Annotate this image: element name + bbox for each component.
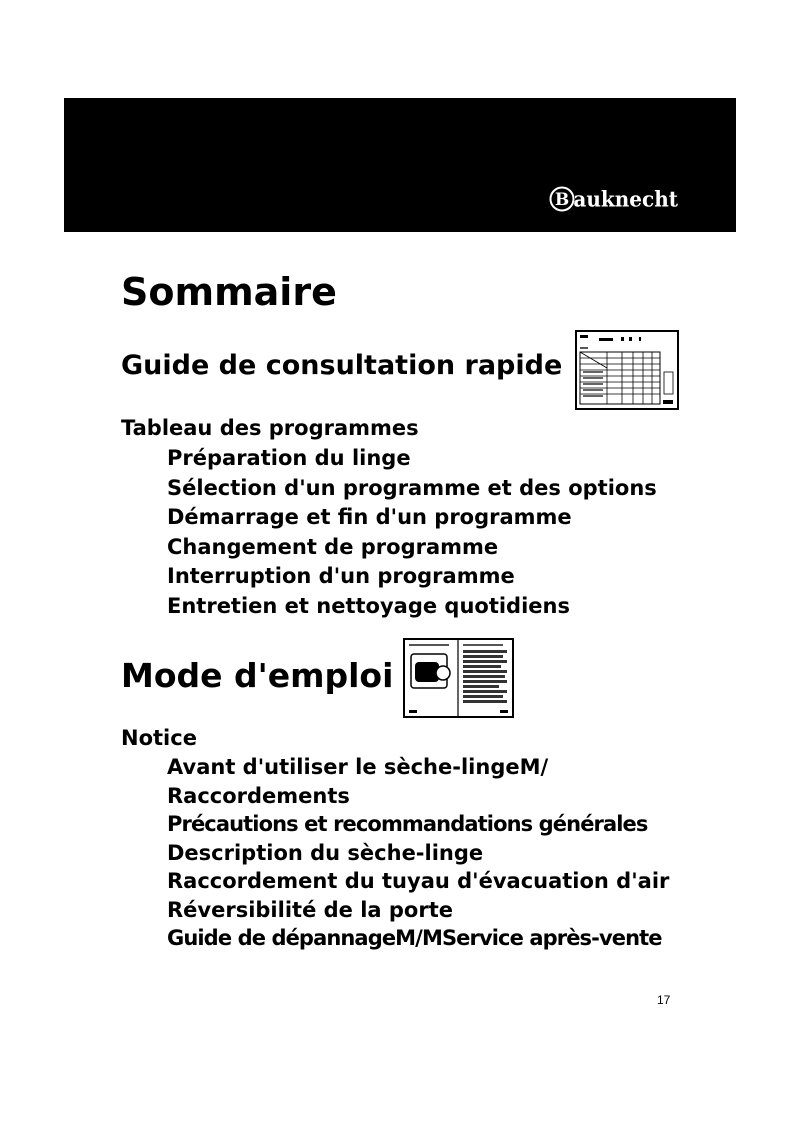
toc-item: Avant d'utiliser le sèche-lingeM/ <box>167 755 549 779</box>
toc-item: Raccordements <box>167 783 350 808</box>
brand-name-rest: auknecht <box>573 186 678 212</box>
page-title: Sommaire <box>121 270 337 314</box>
toc-item: Entretien et nettoyage quotidiens <box>167 593 570 618</box>
quick-reference-card-icon <box>575 330 679 410</box>
section-heading-user-manual: Mode d'emploi <box>121 656 394 695</box>
toc-item: Préparation du linge <box>167 446 411 470</box>
toc-item: Démarrage et fin d'un programme <box>167 505 572 529</box>
toc-item: Précautions et recommandations générales <box>167 812 648 836</box>
subheading-notice: Notice <box>121 726 197 750</box>
toc-item: Sélection d'un programme et des options <box>167 475 657 500</box>
toc-item: Interruption d'un programme <box>167 564 515 588</box>
toc-item: Raccordement du tuyau d'évacuation d'air <box>167 869 670 893</box>
brand-logo <box>549 186 678 212</box>
toc-item: Description du sèche-linge <box>167 840 484 865</box>
toc-item: Guide de dépannageM/MService après-vente <box>167 926 662 950</box>
toc-item: Changement de programme <box>167 534 499 559</box>
toc-item: Réversibilité de la porte <box>167 897 453 922</box>
header-band <box>64 98 736 232</box>
instruction-booklet-icon <box>403 638 514 718</box>
toc-list-user-manual <box>167 753 669 953</box>
brand-logo-emblem-icon <box>549 186 575 212</box>
toc-list-quick-guide <box>167 444 657 621</box>
page-number: 17 <box>657 993 671 1007</box>
brand-initial: B <box>555 190 570 210</box>
subheading-programme-table: Tableau des programmes <box>121 416 419 440</box>
section-heading-quick-guide: Guide de consultation rapide <box>121 350 563 381</box>
